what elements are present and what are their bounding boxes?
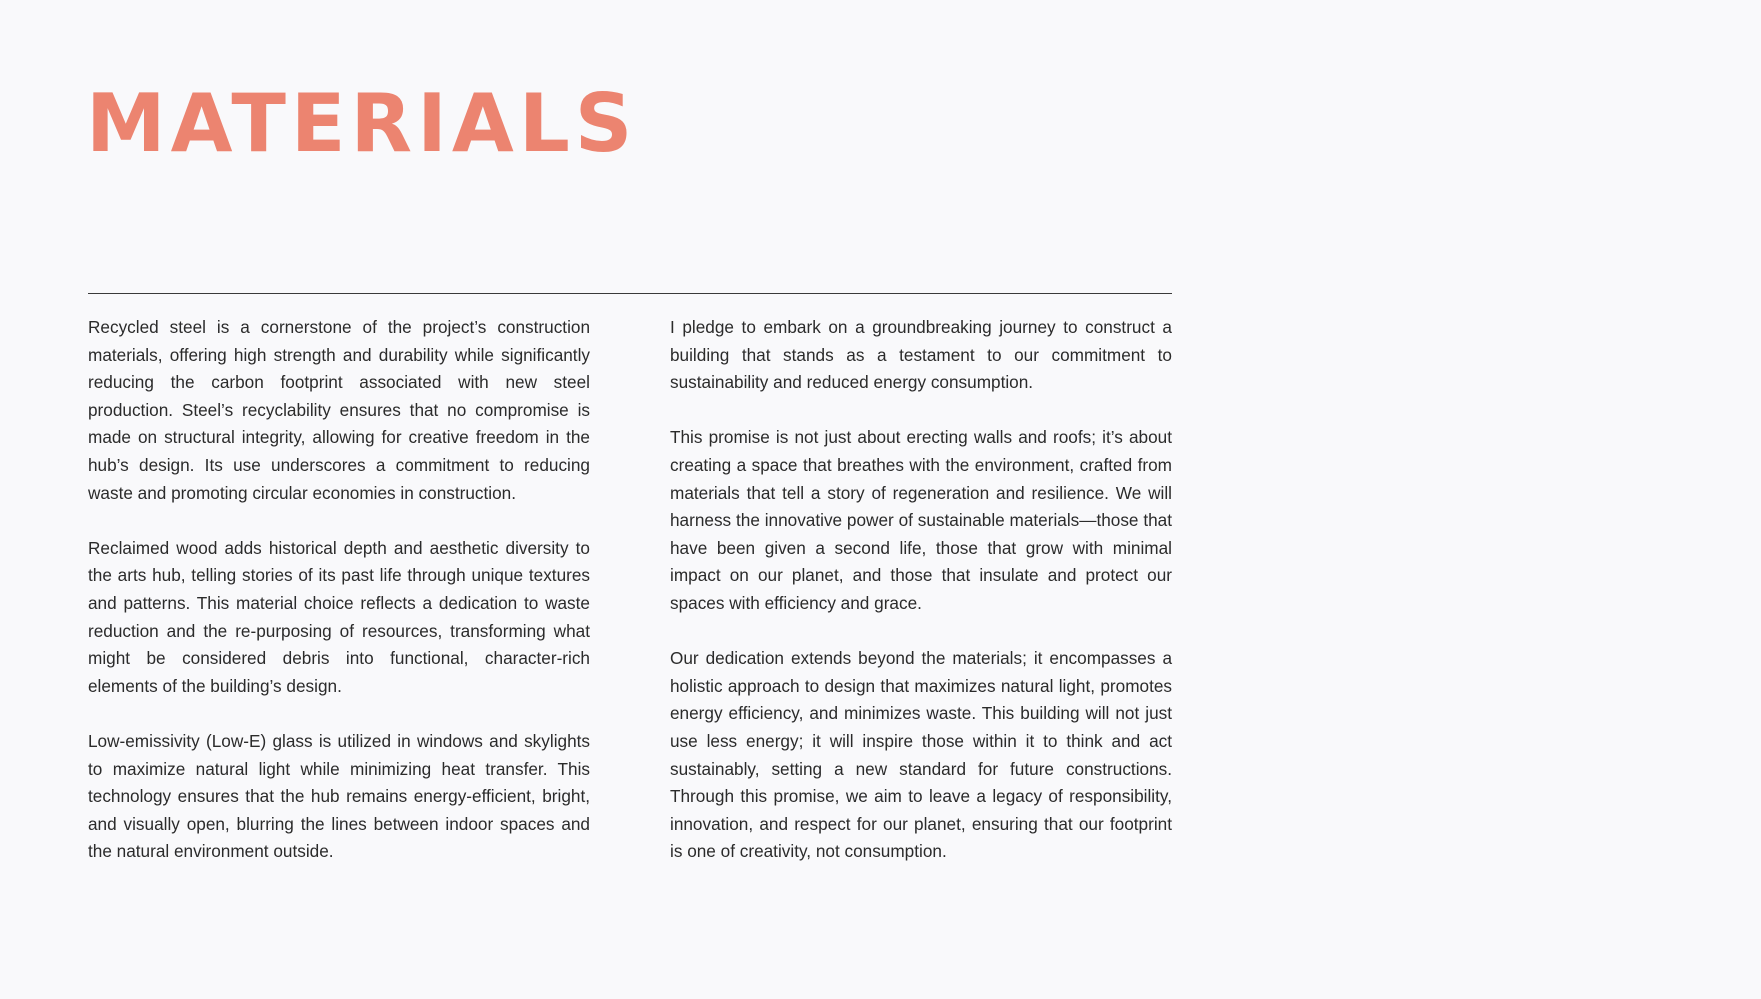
paragraph-promise: This promise is not just about erecting walls and roofs; it’s about creating a space that breathes with the environment, crafted from materials that tell a story of regeneration and resilience. We will harness the innovative power of sustainable materials—those that have been given a second life, those that grow with minimal impact on our planet, and those that insulate and protect our spaces with efficiency and grace. (670, 427, 1172, 613)
paragraph-low-e-glass: Low-emissivity (Low-E) glass is utilized in windows and skylights to maximize natural light while minimizing heat transfer. This technology ensures that the hub remains energy-efficient, bright, and visually open, blurring the lines between indoor spaces and the natural environment outside. (88, 730, 590, 862)
pledge-column (670, 314, 1172, 893)
paragraph-dedication: Our dedication extends beyond the materials; it encompasses a holistic approach to design that maximizes natural light, promotes energy efficiency, and minimizes waste. This building will not just use less energy; it will inspire those within it to think and act sustainably, setting a new standard for future constructions. Through this promise, we aim to leave a legacy of responsibility, innovation, and respect for our planet, ensuring that our footprint is one of creativity, not consumption. (670, 648, 1172, 862)
paragraph-pledge-intro: I pledge to embark on a groundbreaking journey to construct a building that stands as a testament to our commitment to sustainability and reduced energy consumption. (670, 317, 1172, 393)
page-title: MATERIALS (86, 77, 638, 170)
paragraph-recycled-steel: Recycled steel is a cornerstone of the project’s construction materials, offering high strength and durability while significantly reducing the carbon footprint associated with new steel production. Steel’s recyclability ensures that no compromise is made on structural integrity, allowing for creative freedom in the hub’s design. Its use underscores a commitment to reducing waste and promoting circular economies in construction. (88, 317, 590, 503)
section-divider (88, 293, 1172, 294)
paragraph-reclaimed-wood: Reclaimed wood adds historical depth and aesthetic diversity to the arts hub, telling stories of its past life through unique textures and patterns. This material choice reflects a dedication to waste reduction and the re-purposing of resources, transforming what might be considered debris into functional, character-rich elements of the building’s design. (88, 537, 590, 696)
materials-column (88, 314, 590, 893)
